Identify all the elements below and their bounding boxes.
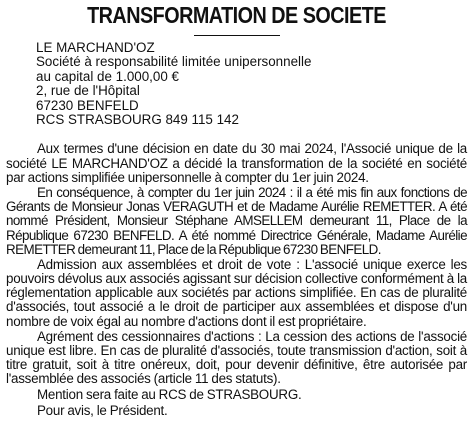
company-city: 67230 BENFELD [36, 97, 139, 113]
paragraph-signature: Pour avis, le Président. [37, 402, 168, 418]
notice-body [6, 142, 467, 417]
paragraph-rcs-mention: Mention sera faite au RCS de STRASBOURG. [37, 387, 302, 403]
paragraph-share-transfer-approval: Agrément des cessionnaires d'actions : La cession des actions de l'associé unique est libre. En cas de pluralité d'associés, toute transmission d'action, soit à titre gratuit, soit à titre onéreux, doit, pour devenir définitive, être autorisée par l'assemblée des associés (article 11 des statuts). [6, 329, 467, 387]
paragraph-transformation-decision: Aux termes d'une décision en date du 30 mai 2024, l'Associé unique de la société LE MARCHAND'OZ a décidé la transformation de la société en société par actions simplifiée unipersonnelle à compter du 1er juin 2024. [6, 141, 467, 185]
company-legal-form: Société à responsabilité limitée unipersonnelle [36, 54, 312, 70]
company-capital: au capital de 1.000,00 € [36, 68, 179, 84]
paragraph-voting-rights: Admission aux assemblées et droit de vote : L'associé unique exerce les pouvoirs dévolus aux associés agissant sur décision collective conformément à la réglementation applicable aux sociétés par actions simplifiée. En cas de pluralité d'associés, tout associé a le droit de participer aux assemblées et dispose d'un nombre de voix égal au nombre d'actions dont il est propriétaire. [6, 257, 467, 329]
company-header [6, 41, 467, 127]
company-street-address: 2, rue de l'Hôpital [36, 83, 140, 99]
title-underline [194, 35, 280, 36]
paragraph-management-changes: En conséquence, à compter du 1er juin 2024 : il a été mis fin aux fonctions de Gérants de Monsieur Jonas VERAGUTH et de Madame Aurélie REMETTER. A été nommé Président, Monsieur Stéphane AMSELLEM demeurant 11, Place de la République 67230 BENFELD. A été nommé Directrice Générale, Madame Aurélie REMETTER demeurant 11, Place de la République 67230 BENFELD. [6, 185, 467, 257]
company-rcs-number: RCS STRASBOURG 849 115 142 [36, 112, 239, 128]
company-name: LE MARCHAND'OZ [36, 40, 155, 55]
notice-title: TRANSFORMATION DE SOCIETE [87, 2, 386, 28]
